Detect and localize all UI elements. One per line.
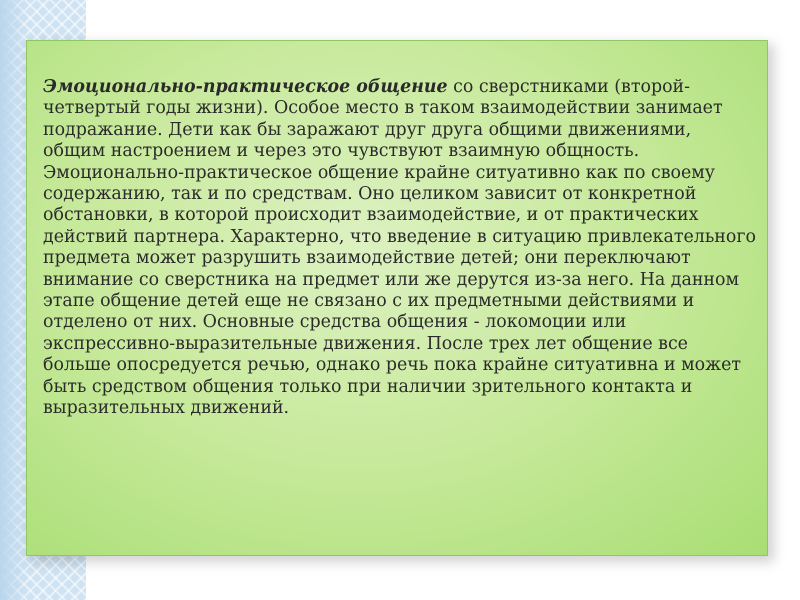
slide-body-text: со сверстниками (второй-четвертый годы жизни). Особое место в таком взаимодействии занимает подражание. Дети как бы заражают друг друга общими движениями, общим настроением и через это чувствуют взаимную общность. Эмоционально-практическое общение крайне ситуативно как по своему содержанию, так и по средствам. Оно целиком зависит от конкретной обстановки, в которой происходит взаимодействие, и от практических действий партнера. Характерно, что введение в ситуацию привлекательного предмета может разрушить взаимодействие детей; они переключают внимание со сверстника на предмет или же дерутся из-за него. На данном этапе общение детей еще не связано с их предметными действиями и отделено от них. Основные средства общения - локомоции или экспрессивно-выразительные движения. После трех лет общение все больше опосредуется речью, однако речь пока крайне ситуативна и может быть средством общения только при наличии зрительного контакта и выразительных движений. [43,77,756,419]
slide-term: Эмоционально-практическое общение [43,77,448,97]
slide-paragraph [43,77,757,420]
slide-content-box [26,40,768,556]
side-stripe-edge [0,0,28,600]
